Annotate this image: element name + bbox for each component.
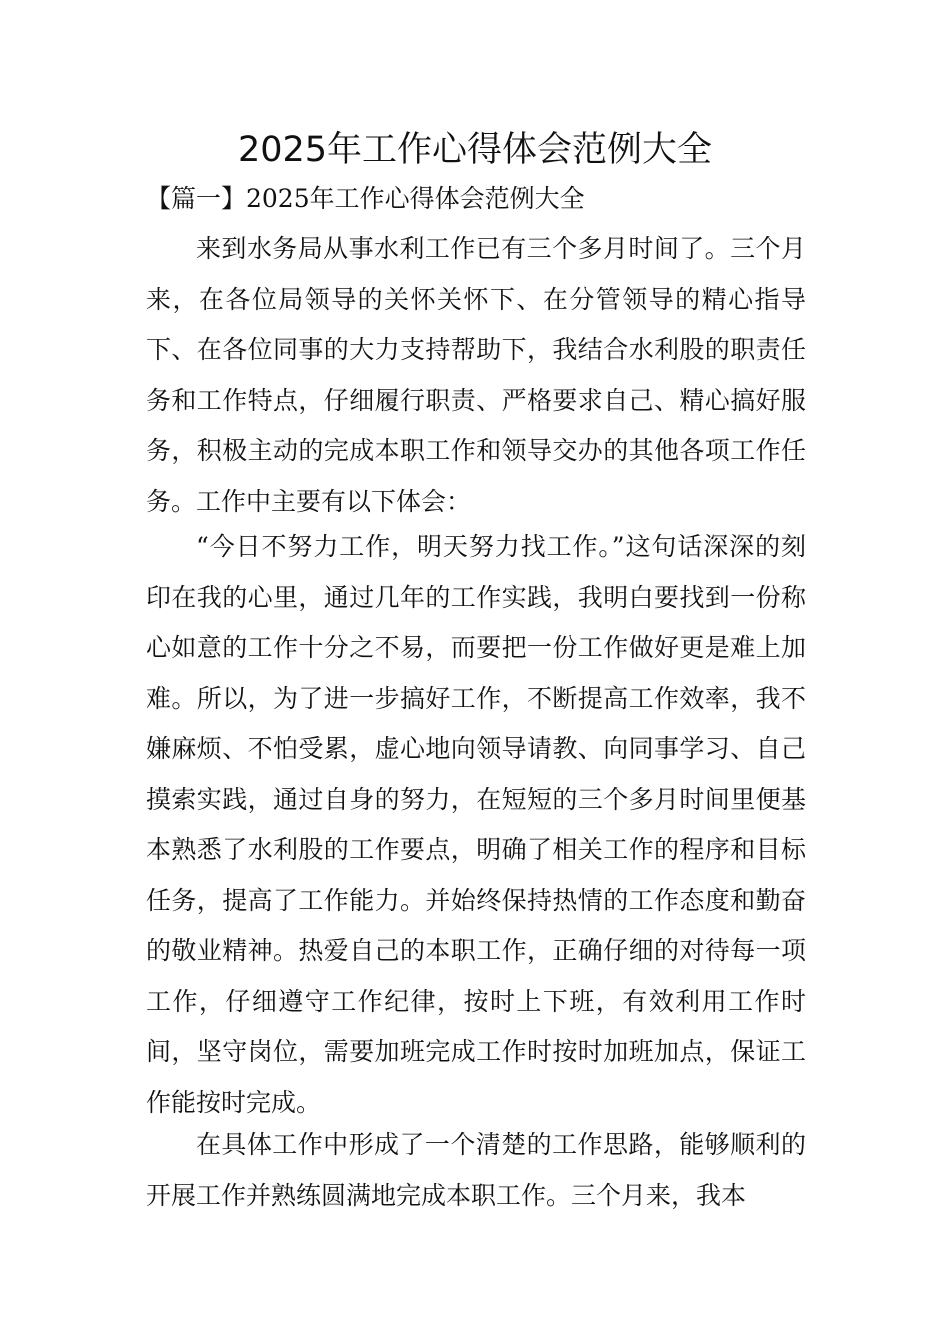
section-heading: 【篇一】2025年工作心得体会范例大全 xyxy=(146,184,585,213)
paragraph-1: 来到水务局从事水利工作已有三个多月时间了。三个月来，在各位局领导的关怀关怀下、在分管领导的精心指导下、在各位同事的大力支持帮助下，我结合水利股的职责任务和工作特点，仔细履行职责、严格要求自己、精心搞好服务，积极主动的完成本职工作和领导交办的其他各项工作任务。工作中主要有以下体会： xyxy=(146,234,806,516)
document-title: 2025年工作心得体会范例大全 xyxy=(237,130,713,170)
paragraph-2: “今日不努力工作，明天努力找工作。”这句话深深的刻印在我的心里，通过几年的工作实践，我明白要找到一份称心如意的工作十分之不易，而要把一份工作做好更是难上加难。所以，为了进一步搞好工作，不断提高工作效率，我不嫌麻烦、不怕受累，虚心地向领导请教、向同事学习、自己摸索实践，通过自身的努力，在短短的三个多月时间里便基本熟悉了水利股的工作要点，明确了相关工作的程序和目标任务，提高了工作能力。并始终保持热情的工作态度和勤奋的敬业精神。热爱自己的本职工作，正确仔细的对待每一项工作，仔细遵守工作纪律，按时上下班，有效利用工作时间，坚守岗位，需要加班完成工作时按时加班加点，保证工作能按时完成。 xyxy=(146,532,806,1117)
paragraph-3: 在具体工作中形成了一个清楚的工作思路，能够顺利的开展工作并熟练圆满地完成本职工作。三个月来，我本 xyxy=(146,1130,806,1210)
